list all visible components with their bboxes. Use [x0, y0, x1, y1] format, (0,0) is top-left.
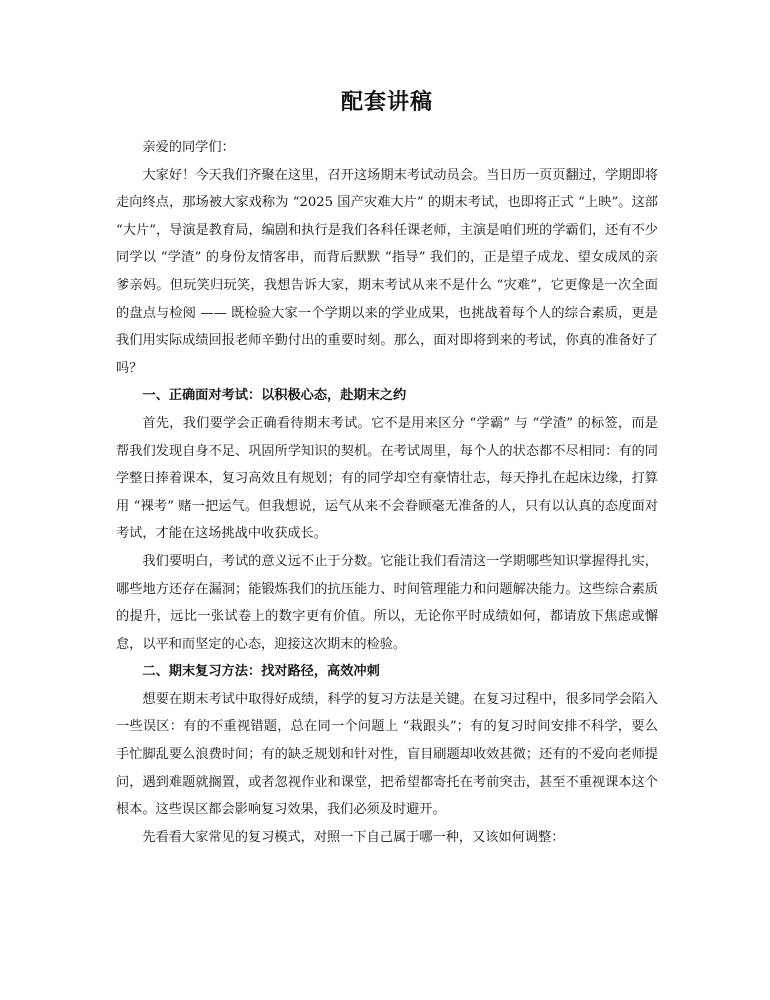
- section-1-heading: 一、正确面对考试：以积极心态，赴期末之约: [142, 388, 407, 404]
- section-2-paragraph-2: 先看看大家常见的复习模式，对照一下自己属于哪一种，又该如何调整：: [142, 829, 565, 845]
- section-2-paragraph-1: 想要在期末考试中取得好成绩，科学的复习方法是关键。在复习过程中，很多同学会陷入一些误区：有的不重视错题，总在同一个问题上 “栽跟头”；有的复习时间安排不科学，要么手忙脚乱要么浪费时间；有的缺乏规划和针对性，盲目刷题却收效甚微；还有的不爱向老师提问，遇到难题就搁置，或者忽视作业和课堂，把希望都寄托在考前突击，甚至不重视课本这个根本。这些误区都会影响复习效果，我们必须及时避开。: [116, 691, 658, 818]
- section-1-paragraph-2: 我们要明白，考试的意义远不止于分数。它能让我们看清这一学期哪些知识掌握得扎实，哪些地方还存在漏洞；能锻炼我们的抗压能力、时间管理能力和问题解决能力。这些综合素质的提升，远比一张试卷上的数字更有价值。所以，无论你平时成绩如何，都请放下焦虑或懈怠，以平和而坚定的心态，迎接这次期末的检验。: [116, 553, 658, 652]
- document-page: [116, 84, 658, 851]
- intro-paragraph: 大家好！今天我们齐聚在这里，召开这场期末考试动员会。当日历一页页翻过，学期即将走向终点，那场被大家戏称为 “2025 国产灾难大片” 的期末考试，也即将正式 “上映”。这部 “大片”，导演是教育局，编剧和执行是我们各科任课老师，主演是咱们班的学霸们，还有不少同学以 “学渣” 的身份友情客串，而背后默默 “指导” 我们的，正是望子成龙、望女成凤的亲爹亲妈。但玩笑归玩笑，我想告诉大家，期末考试从来不是什么 “灾难”，它更像是一次全面的盘点与检阅 —— 既检验大家一个学期以来的学业成果，也挑战着每个人的综合素质，更是我们用实际成绩回报老师辛勤付出的重要时刻。那么，面对即将到来的考试，你真的准备好了吗？: [116, 167, 658, 376]
- document-title: 配套讲稿: [340, 89, 433, 115]
- salutation: 亲爱的同学们：: [142, 140, 235, 155]
- section-1-paragraph-1: 首先，我们要学会正确看待期末考试。它不是用来区分 “学霸” 与 “学渣” 的标签，而是帮我们发现自身不足、巩固所学知识的契机。在考试周里，每个人的状态都不尽相同：有的同学整日捧着课本，复习高效且有规划；有的同学却空有豪情壮志，每天挣扎在起床边缘，打算用 “裸考” 赌一把运气。但我想说，运气从来不会眷顾毫无准备的人，只有以认真的态度面对考试，才能在这场挑战中收获成长。: [116, 415, 658, 542]
- section-2-heading: 二、期末复习方法：找对路径，高效冲刺: [142, 664, 380, 680]
